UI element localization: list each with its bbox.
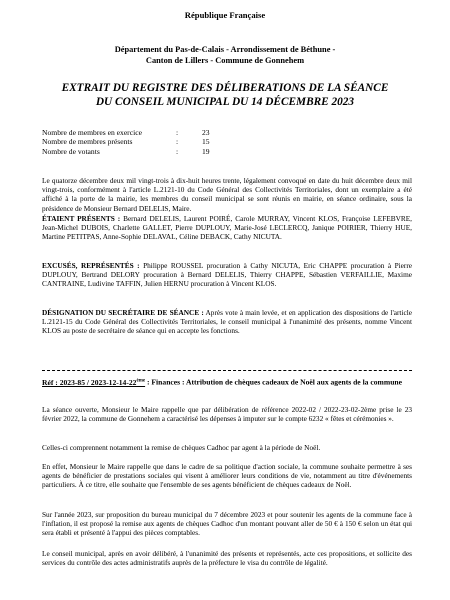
deliberation-heading	[42, 376, 412, 387]
count-row-votants	[42, 147, 222, 156]
deliberation-reference	[42, 378, 145, 387]
count-value: 19	[202, 146, 210, 156]
count-label: Nombre de membres présents	[42, 137, 133, 147]
excuses-paragraph	[42, 261, 412, 289]
section-divider	[42, 370, 412, 371]
reference-text: Réf : 2023-85 / 2023-12-14-22	[42, 377, 137, 387]
republique-header: République Française	[184, 10, 266, 20]
excuses-names: Philippe ROUSSEL procuration à Cathy NICUTA, Eric CHAPPE procuration à Pierre DUPLOUY, Bertrand DELORY procuration à Bernard DELELIS, Thierry CHAPPE, Sébastien VERFAILLIE, Maxime CANTRAINE, Ludivine TAFFIN, Julien HERNU procuration à Vincent KLOS.	[42, 261, 412, 289]
count-value: 23	[202, 128, 210, 137]
department-line-1: Département du Pas-de-Calais - Arrondissement de Béthune -	[114, 45, 336, 54]
secretaire-text: Après vote à main levée, et en application des dispositions de l'article L.2121-15 du Code Général des Collectivités Territoriales, le conseil municipal à l'unanimité des présents, nomme Vincent KLOS au poste de secrétaire de séance qui en accepte les fonctions.	[42, 308, 412, 336]
count-value: 15	[202, 137, 210, 147]
excuses-label: EXCUSÉS, REPRÉSENTÉS :	[42, 261, 140, 270]
count-row-exercice	[42, 128, 222, 137]
deliberation-paragraph-1: La séance ouverte, Monsieur le Maire rappelle que par délibération de référence 2022-02 / 2022-23-02-2ème prise le 23 février 2022, la commune de Gonnehem a caractérisé les dépenses à imputer sur le compte 6232 « fêtes et cérémonies ».	[42, 405, 412, 424]
count-label: Nombre de votants	[42, 146, 100, 156]
deliberation-paragraph-2: Celles-ci comprennent notamment la remise de chèques Cadhoc par agent à la période de Noël.	[42, 443, 321, 452]
presents-label: ÉTAIENT PRÉSENTS :	[42, 214, 121, 223]
intro-paragraph: Le quatorze décembre deux mil vingt-trois à dix-huit heures trente, légalement convoqué en date du huit décembre deux mil vingt-trois, conformément à l'article L.2121-10 du Code Général des Collectivités Territoriales, dont un exemplaire a été affiché à la porte de la mairie, les membres du conseil municipal se sont réunis en mairie, en séance ordinaire, sous la présidence de Monsieur Bernard DELELIS, Maire.	[42, 176, 412, 213]
document-title	[30, 82, 420, 109]
department-line-2: Canton de Lillers - Commune de Gonnehem	[145, 55, 305, 65]
deliberation-paragraph-5: Le conseil municipal, après en avoir délibéré, à l'unanimité des présents et représentés, acte ces propositions, et sollicite des services du contrôle des actes administratifs auprès de la préfecture le visa du contrôle de légalité.	[42, 549, 412, 568]
title-line-1: EXTRAIT DU REGISTRE DES DÉLIBERATIONS DE LA SÉANCE	[61, 82, 389, 94]
reference-superscript: ème	[136, 378, 146, 383]
secretaire-label: DÉSIGNATION DU SECRÉTAIRE DE SÉANCE :	[42, 308, 204, 317]
count-colon: :	[176, 137, 179, 147]
department-header	[40, 45, 410, 66]
count-colon: :	[176, 146, 179, 156]
deliberation-paragraph-3: En effet, Monsieur le Maire rappelle que dans le cadre de sa politique d'action sociale, la commune souhaite permettre à ses agents de bénéficier de prestations sociales qui visent à améliorer leurs conditions de vie, notamment au titre d'événements particuliers. À ce titre, elle souhaite que l'ensemble de ses agents bénéficient de chèques cadeaux de Noël.	[42, 462, 412, 490]
member-counts	[42, 128, 222, 156]
presents-paragraph	[42, 214, 412, 242]
title-line-2: DU CONSEIL MUNICIPAL DU 14 DÉCEMBRE 2023	[95, 95, 355, 108]
deliberation-paragraph-4: Sur l'année 2023, sur proposition du bureau municipal du 7 décembre 2023 et pour soutenir les agents de la commune face à l'inflation, il est proposé la remise aux agents de chèques Cadhoc d'un montant pouvant aller de 50 € à 150 € selon un état qui sera établi et présenté à l'appui des pièces comptables.	[42, 510, 412, 538]
count-colon: :	[176, 128, 179, 137]
deliberation-title: : Finances : Attribution de chèques cadeaux de Noël aux agents de la commune	[145, 377, 403, 387]
presents-names: Bernard DELELIS, Laurent POIRÉ, Carole MURRAY, Vincent KLOS, Françoise LEFEBVRE, Jean-Michel DUBOIS, Charlette GALLET, Pierre DUPLOUY, Marie-José LECLERCQ, Janique POIRIER, Thierry HUE, Martine PETITPAS, Anne-Sophie DELAVAL, Céline DEBACK, Cathy NICUTA.	[42, 214, 413, 242]
count-label: Nombre de membres en exercice	[42, 128, 142, 137]
count-row-presents	[42, 137, 222, 146]
secretaire-paragraph	[42, 308, 412, 336]
